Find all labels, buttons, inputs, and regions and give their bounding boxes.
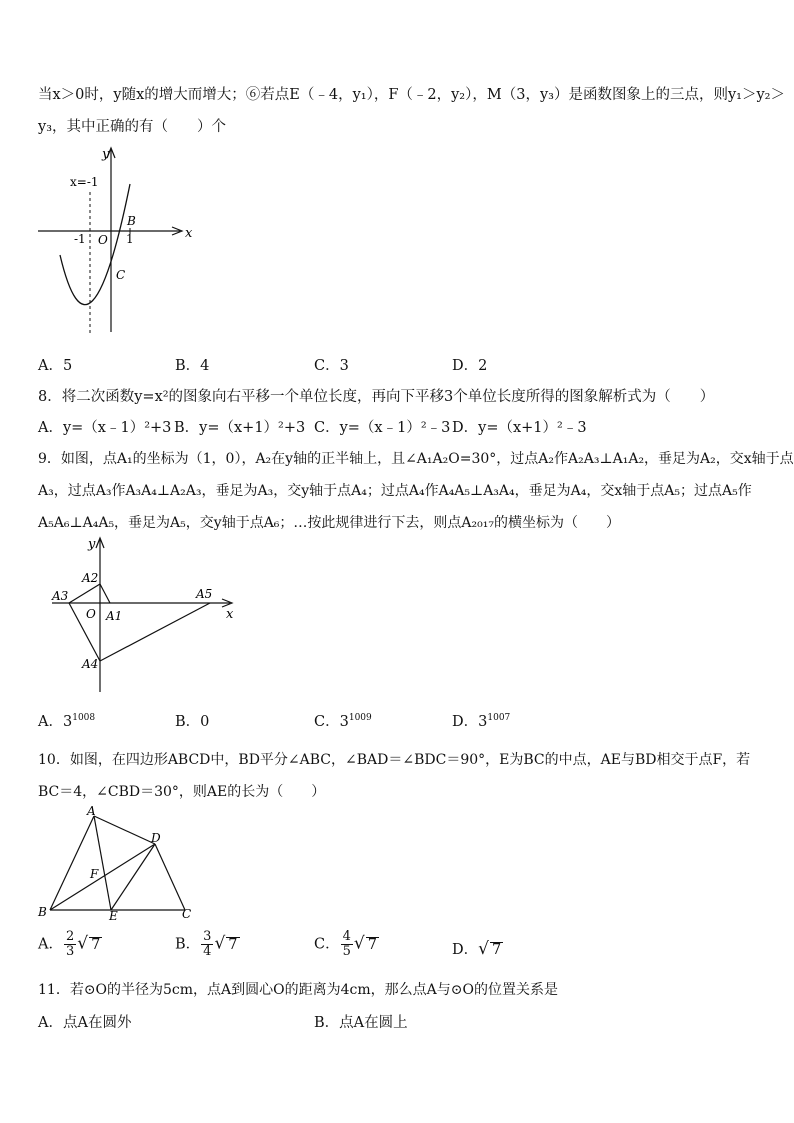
q8-question-text: 8．将二次函数y=x²的图象向右平移一个单位长度，再向下平移3个单位长度所得的图象解析式为（ ） (38, 389, 715, 405)
q9-origin-label: O (86, 607, 96, 621)
q8-option-d[interactable]: D．y=（x+1）²﹣3 (452, 420, 587, 436)
q7-parabola-graph (30, 142, 193, 342)
q7-option-d[interactable]: D．2 (452, 358, 488, 374)
q7-minus-one-label: -1 (74, 232, 86, 246)
q9-option-a[interactable]: A．$3^{1008}$ (38, 713, 96, 730)
q9-option-d[interactable]: D．$3^{1007}$ (452, 713, 511, 730)
q7-axis-line-label: x=-1 (70, 175, 99, 189)
q11-question-text: 11．若⊙O的半径为5cm，点A到圆心O的距离为4cm，那么点A与⊙O的位置关系是 (38, 982, 558, 998)
q7-x-axis-label: x (185, 226, 193, 241)
q7-point-c-label: C (116, 268, 126, 282)
q10-point-a-label: A (87, 804, 96, 818)
q10-option-c-radical-icon: √ (353, 933, 365, 954)
q9-option-b[interactable]: B．0 (175, 714, 210, 730)
q9-text-line1: 9．如图，点A₁的坐标为（1，0），A₂在y轴的正半轴上，且∠A₁A₂O=30°，过点A₂作A₂A₃⊥A₁A₂，垂足为A₂，交x轴于点 (38, 451, 794, 467)
q9-text-line3: A₅A₆⊥A₄A₅，垂足为A₅，交y轴于点A₆；…按此规律进行下去，则点A₂₀₁₇的横坐标为（ ） (38, 515, 620, 531)
q10-option-c[interactable]: C． $\frac{4}{5}$ √ 7 (314, 929, 377, 959)
q7-one-label: 1 (126, 232, 134, 246)
q9-point-a2-label: A2 (82, 571, 99, 585)
q10-quadrilateral-figure (35, 806, 205, 921)
q10-point-e-label: E (109, 909, 118, 923)
q10-option-d-radical-icon: √ (478, 939, 489, 959)
q10-option-b-fraction: $\frac{3}{4}$ (203, 929, 212, 959)
q11-option-b[interactable]: B．点A在圆上 (314, 1015, 408, 1031)
q7-text-line1: 当x＞0时，y随x的增大而增大；⑥若点E（﹣4，y₁），F（﹣2，y₂），M（3，y₃）是函数图象上的三点，则y₁＞y₂＞ (38, 87, 785, 103)
q10-text-line1: 10．如图，在四边形ABCD中，BD平分∠ABC，∠BAD＝∠BDC＝90°，E为BC的中点，AE与BD相交于点F，若 (38, 752, 751, 768)
q9-triangle-graph (30, 534, 250, 694)
q9-point-a1-label: A1 (106, 609, 123, 623)
q10-option-a[interactable]: A． $\frac{2}{3}$ √ 7 (38, 929, 101, 959)
q7-y-axis-label: y (102, 147, 110, 162)
q9-point-a4-label: A4 (82, 657, 99, 671)
q10-option-a-fraction: $\frac{2}{3}$ (65, 929, 75, 959)
q7-option-c[interactable]: C．3 (314, 358, 349, 374)
q8-option-b[interactable]: B．y=（x+1）²+3 (174, 420, 306, 436)
q9-text-line2: A₃，过点A₃作A₃A₄⊥A₂A₃，垂足为A₃，交y轴于点A₄；过点A₄作A₄A₅⊥A₃A₄，垂足为A₄，交x轴于点A₅；过点A₅作 (38, 483, 752, 499)
q10-point-f-label: F (90, 867, 99, 881)
q11-option-a[interactable]: A．点A在圆外 (38, 1015, 132, 1031)
q7-option-b[interactable]: B．4 (175, 358, 210, 374)
q7-text-line2: y₃，其中正确的有（ ）个 (38, 119, 227, 135)
q9-point-a3-label: A3 (52, 589, 69, 603)
q9-y-axis-label: y (88, 537, 96, 552)
q9-point-a5-label: A5 (196, 587, 213, 601)
q10-option-b-radical-icon: √ (214, 933, 226, 954)
q7-origin-label: O (98, 233, 108, 247)
q10-point-c-label: C (182, 907, 192, 921)
q8-option-c[interactable]: C．y=（x﹣1）²﹣3 (314, 420, 451, 436)
q10-point-b-label: B (38, 905, 47, 919)
q10-option-a-radical-icon: √ (77, 933, 89, 954)
q7-point-b-label: B (127, 214, 136, 228)
q7-option-a[interactable]: A．5 (38, 358, 73, 374)
q10-point-d-label: D (151, 831, 161, 845)
q10-text-line2: BC＝4，∠CBD＝30°，则AE的长为（ ） (38, 784, 326, 800)
q8-option-a[interactable]: A．y=（x﹣1）²+3 (38, 420, 172, 436)
q9-option-c[interactable]: C．$3^{1009}$ (314, 713, 372, 730)
q9-x-axis-label: x (226, 607, 234, 622)
q10-option-b[interactable]: B． $\frac{3}{4}$ √ 7 (175, 929, 238, 959)
q10-option-c-fraction: $\frac{4}{5}$ (342, 929, 351, 959)
q10-option-d[interactable]: D．√ 7 (452, 939, 502, 959)
